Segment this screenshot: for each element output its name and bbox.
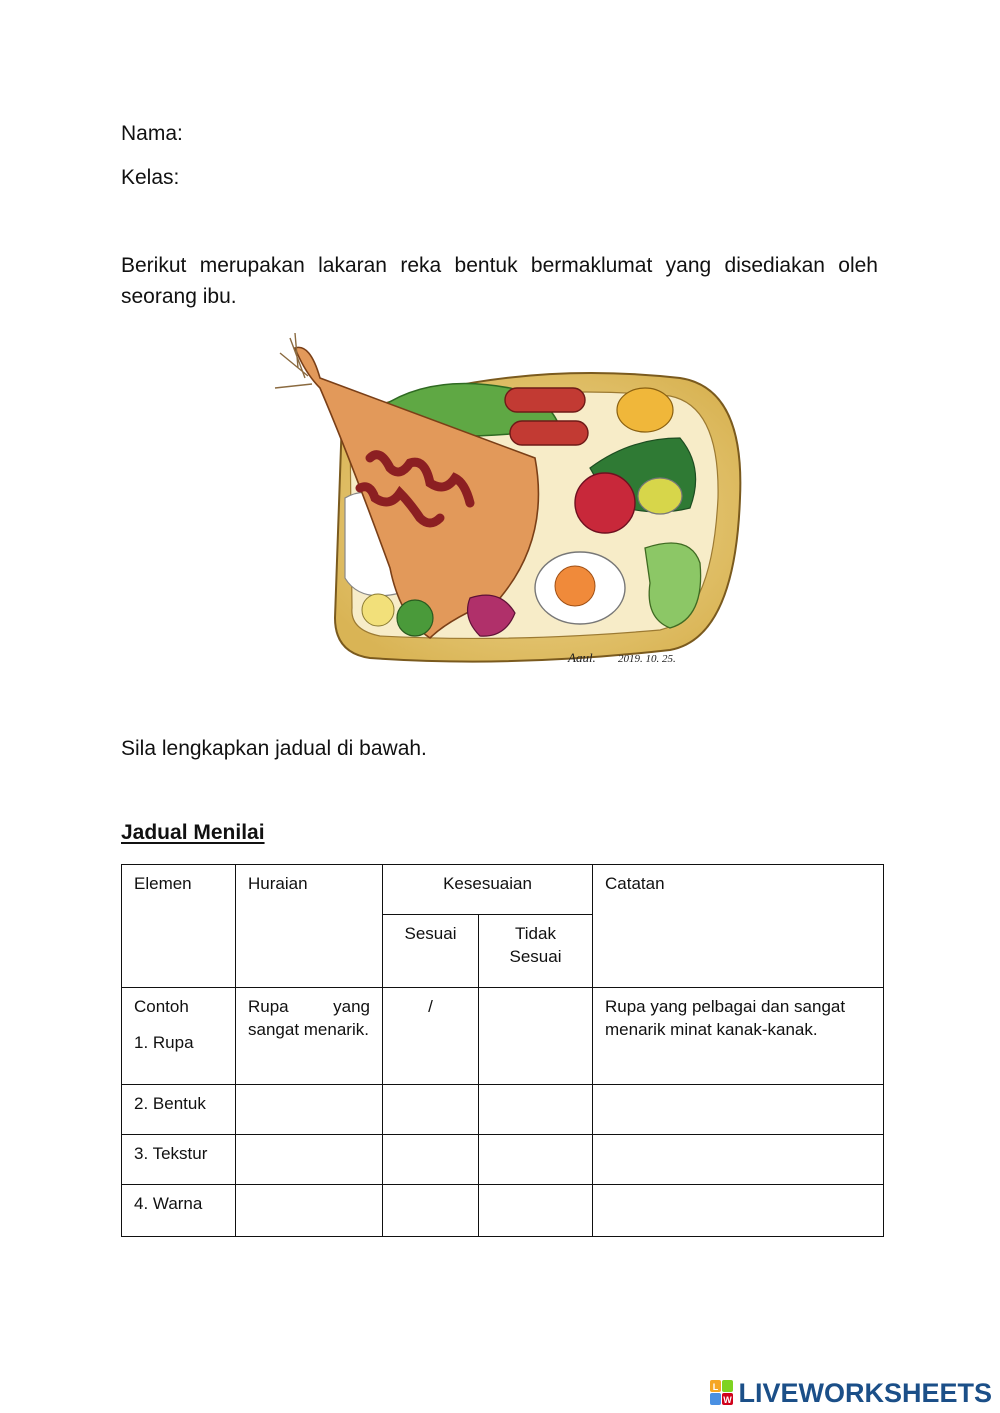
sesuai-input[interactable]: [383, 1185, 479, 1237]
row-elemen: 3. Tekstur: [122, 1135, 236, 1185]
sesuai-input[interactable]: [383, 1135, 479, 1185]
header-elemen: Elemen: [122, 865, 236, 988]
example-huraian: Rupa yang sangat menarik.: [236, 988, 383, 1085]
example-catatan: Rupa yang pelbagai dan sangat menarik minat kanak-kanak.: [593, 988, 884, 1085]
tidak-sesuai-input[interactable]: [479, 1135, 593, 1185]
logo-icon: [710, 1380, 734, 1406]
header-catatan: Catatan: [593, 865, 884, 988]
example-elemen: 1. Rupa: [134, 1033, 194, 1052]
header-kesesuaian: Kesesuaian: [383, 865, 593, 915]
catatan-input[interactable]: [593, 1085, 884, 1135]
header-sesuai: Sesuai: [383, 915, 479, 988]
huraian-input[interactable]: [236, 1185, 383, 1237]
example-tidak-sesuai[interactable]: [479, 988, 593, 1085]
liveworksheets-logo: [710, 1377, 992, 1409]
illustration-date: 2019. 10. 25.: [618, 653, 676, 665]
catatan-input[interactable]: [593, 1135, 884, 1185]
name-label: Nama:: [121, 122, 183, 145]
catatan-input[interactable]: [593, 1185, 884, 1237]
example-sesuai-mark: /: [383, 988, 479, 1085]
table-title: Jadual Menilai: [121, 821, 265, 844]
table-row: [122, 1085, 884, 1135]
row-elemen: 4. Warna: [122, 1185, 236, 1237]
huraian-input[interactable]: [236, 1135, 383, 1185]
intro-paragraph: Berikut merupakan lakaran reka bentuk bermaklumat yang disediakan oleh seorang ibu.: [121, 254, 878, 308]
illustration-signature: Aaul.: [568, 650, 596, 665]
tidak-sesuai-input[interactable]: [479, 1185, 593, 1237]
svg-text:W: W: [723, 1395, 733, 1405]
huraian-input[interactable]: [236, 1085, 383, 1135]
logo-text: LIVEWORKSHEETS: [738, 1377, 992, 1408]
class-label: Kelas:: [121, 166, 180, 189]
sesuai-input[interactable]: [383, 1085, 479, 1135]
table-row: [122, 1185, 884, 1237]
svg-text:L: L: [713, 1382, 719, 1392]
instruction-text: Sila lengkapkan jadual di bawah.: [121, 737, 427, 760]
example-elemen-cell: [122, 988, 236, 1085]
sausage: [505, 388, 585, 412]
tomato: [575, 473, 635, 533]
bento-illustration: [250, 318, 752, 680]
tidak-sesuai-input[interactable]: [479, 1085, 593, 1135]
table-row: [122, 988, 884, 1085]
row-elemen: 2. Bentuk: [122, 1085, 236, 1135]
example-label: Contoh: [134, 997, 189, 1016]
assessment-table: [121, 864, 884, 1237]
header-tidak-sesuai: Tidak Sesuai: [479, 915, 593, 988]
header-huraian: Huraian: [236, 865, 383, 988]
table-row: [122, 1135, 884, 1185]
